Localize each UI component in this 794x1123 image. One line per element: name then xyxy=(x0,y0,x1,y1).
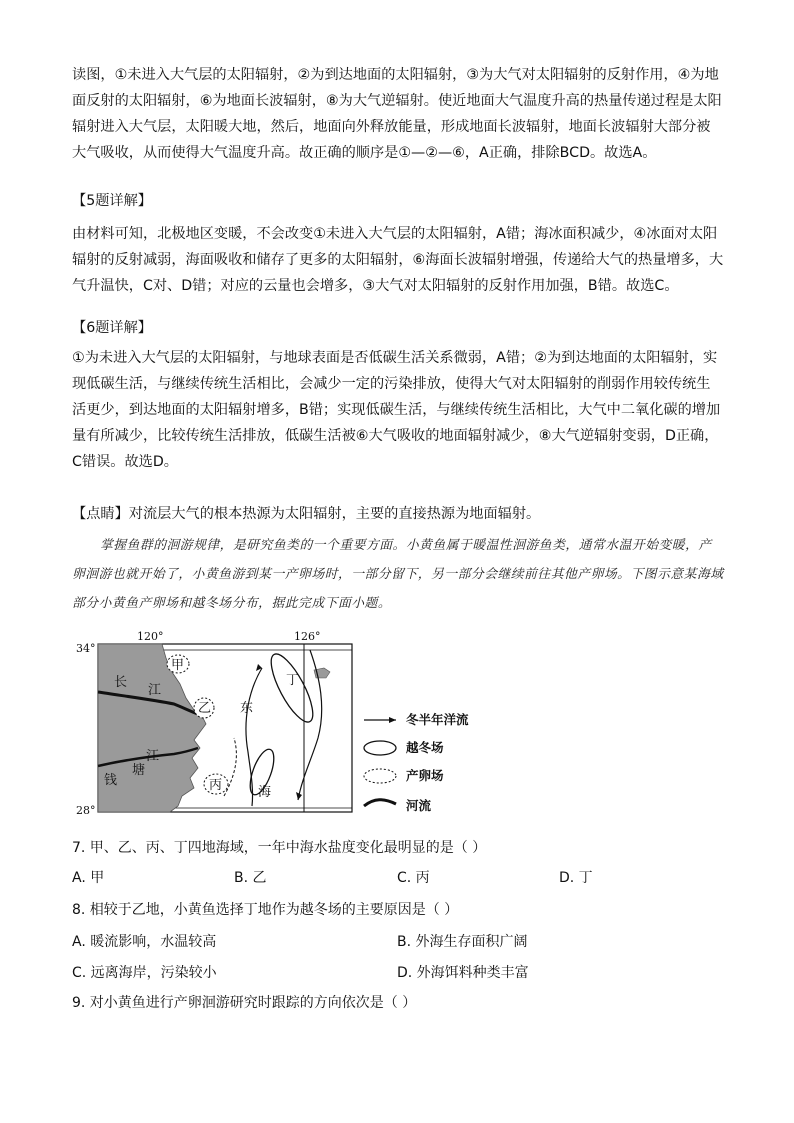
question-8-stem: 8. 相较于乙地，小黄鱼选择丁地作为越冬场的主要原因是（ ） xyxy=(72,902,459,918)
q6-analysis-text: ①为未进入大气层的太阳辐射，与地球表面是否低碳生活关系微弱，A错；②为到达地面的太阳辐射，实现低碳生活，与继续传统生活相比，会减少一定的污染排放，使得大气对太阳辐射的削弱作用较传统生活更少，到达地面的太阳辐射增多，B错；实现低碳生活，与继续传统生活相比，大气中二氧化碳的增加量有所减少，比较传统生活排放，低碳生活被⑥大气吸收的地面辐射减少，⑧大气逆辐射变弱，D正确，C错误。故选D。 xyxy=(72,350,721,470)
q7-option-b[interactable]: B. 乙 xyxy=(234,870,267,886)
legend-river: 河流 xyxy=(406,798,432,813)
label-qian: 钱 xyxy=(104,773,118,788)
lat-label-34: 34° xyxy=(76,642,96,655)
legend-spawning: 产卵场 xyxy=(406,768,444,783)
q6-heading: 【6题详解】 xyxy=(72,320,152,336)
label-chang: 长 xyxy=(114,675,128,690)
material-text: 掌握鱼群的洄游规律，是研究鱼类的一个重要方面。小黄鱼属于暖温性洄游鱼类，通常水温开始变暖，产卵洄游也就开始了，小黄鱼游到某一产卵场时，一部分留下，另一部分会继续前往其他产卵场。下图示意某海域部分小黄鱼产卵场和越冬场分布，据此完成下面小题。 xyxy=(72,538,724,611)
place-yi: 乙 xyxy=(198,701,212,716)
label-hai: 海 xyxy=(258,785,272,800)
lat-label-28: 28° xyxy=(76,804,96,817)
q5-heading: 【5题详解】 xyxy=(72,193,152,209)
q7-option-a[interactable]: A. 甲 xyxy=(72,870,105,886)
question-7-stem: 7. 甲、乙、丙、丁四地海域，一年中海水盐度变化最明显的是（ ） xyxy=(72,840,487,856)
fish-distribution-map xyxy=(74,628,494,828)
lon-label-126: 126° xyxy=(294,630,321,643)
q4-analysis-text: 读图，①未进入大气层的太阳辐射，②为到达地面的太阳辐射，③为大气对太阳辐射的反射作用，④为地面反射的太阳辐射，⑥为地面长波辐射，⑧为大气逆辐射。使近地面大气温度升高的热量传递过程是太阳辐射进入大气层，太阳暖大地，然后，地面向外释放能量，形成地面长波辐射，地面长波辐射大部分被大气吸收，从而使得大气温度升高。故正确的顺序是①—②—⑥，A正确，排除BCD。故选A。 xyxy=(72,67,722,161)
q8-option-c[interactable]: C. 远离海岸，污染较小 xyxy=(72,965,217,981)
legend-overwintering: 越冬场 xyxy=(406,740,444,755)
overwintering-ground-ding xyxy=(264,649,321,727)
place-jia: 甲 xyxy=(171,658,185,673)
label-tang: 塘 xyxy=(132,763,146,778)
tip-text: 【点睛】对流层大气的根本热源为太阳辐射，主要的直接热源为地面辐射。 xyxy=(72,506,541,522)
q7-option-c[interactable]: C. 丙 xyxy=(397,870,430,886)
map-legend xyxy=(364,712,469,813)
lon-label-120: 120° xyxy=(137,630,164,643)
q8-option-d[interactable]: D. 外海饵料种类丰富 xyxy=(397,965,529,981)
question-9-stem: 9. 对小黄鱼进行产卵洄游研究时跟踪的方向依次是（ ） xyxy=(72,995,417,1011)
label-jiang-1: 江 xyxy=(148,683,162,698)
place-bing: 丙 xyxy=(209,778,223,793)
q7-option-d[interactable]: D. 丁 xyxy=(559,870,593,886)
q5-analysis-text: 由材料可知，北极地区变暖，不会改变①未进入大气层的太阳辐射，A错；海冰面积减少，④冰面对太阳辐射的反射减弱，海面吸收和储存了更多的太阳辐射，⑥海面长波辐射增强，传递给大气的热量增多，大气升温快，C对、D错；对应的云量也会增多，③大气对太阳辐射的反射作用加强，B错。故选C。 xyxy=(72,226,724,294)
place-ding: 丁 xyxy=(286,673,300,688)
label-jiang-2: 江 xyxy=(146,749,160,764)
legend-current: 冬半年洋流 xyxy=(406,712,469,727)
q8-option-b[interactable]: B. 外海生存面积广阔 xyxy=(397,934,528,950)
label-dong: 东 xyxy=(240,701,254,716)
q8-option-a[interactable]: A. 暖流影响，水温较高 xyxy=(72,934,217,950)
